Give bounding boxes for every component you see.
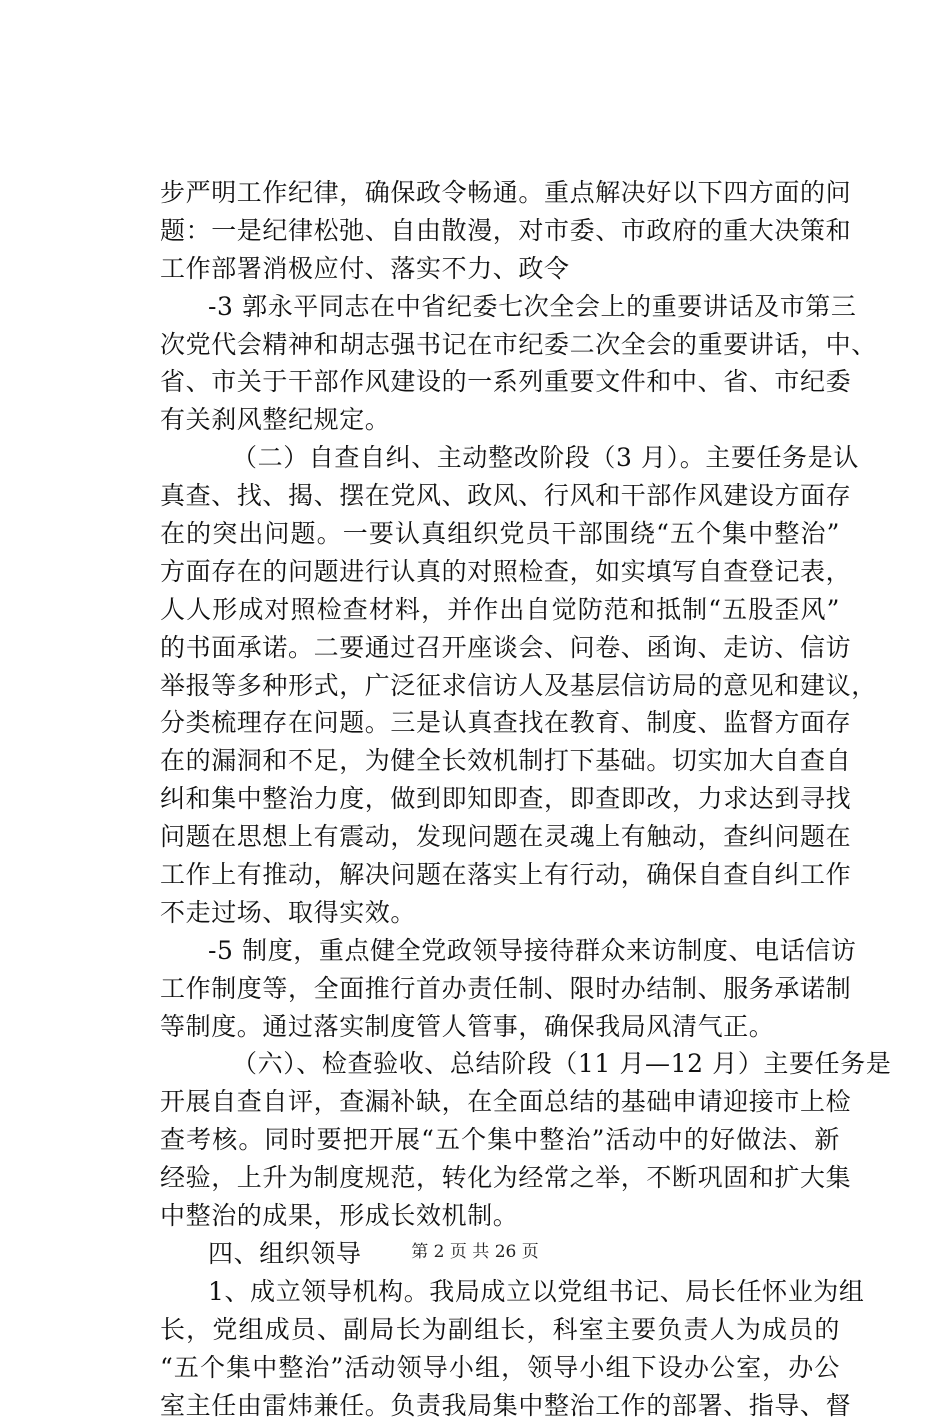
text-line: 工作制度等，全面推行首办责任制、限时办结制、服务承诺制 <box>160 970 840 1008</box>
text-line: 举报等多种形式，广泛征求信访人及基层信访局的意见和建议， <box>160 667 840 705</box>
text-line: 次党代会精神和胡志强书记在市纪委二次全会的重要讲话，中、 <box>160 326 840 364</box>
text-line: （二）自查自纠、主动整改阶段（3 月）。主要任务是认 <box>160 439 840 477</box>
text-line: 工作上有推动，解决问题在落实上有行动，确保自查自纠工作 <box>160 856 840 894</box>
text-line: 方面存在的问题进行认真的对照检查，如实填写自查登记表， <box>160 553 840 591</box>
text-line: 问题在思想上有震动，发现问题在灵魂上有触动，查纠问题在 <box>160 818 840 856</box>
text-line: -5 制度，重点健全党政领导接待群众来访制度、电话信访 <box>160 932 840 970</box>
document-body <box>160 174 840 1424</box>
page-footer: 第 2 页 共 26 页 <box>0 1240 950 1264</box>
text-line: 中整治的成果，形成长效机制。 <box>160 1197 840 1235</box>
text-line: 题：一是纪律松弛、自由散漫，对市委、市政府的重大决策和 <box>160 212 840 250</box>
text-line: 1、成立领导机构。我局成立以党组书记、局长任怀业为组 <box>160 1273 840 1311</box>
text-line: 室主任由雷炜兼任。负责我局集中整治工作的部署、指导、督 <box>160 1387 840 1424</box>
text-line: 真查、找、揭、摆在党风、政风、行风和干部作风建设方面存 <box>160 477 840 515</box>
text-line: 步严明工作纪律，确保政令畅通。重点解决好以下四方面的问 <box>160 174 840 212</box>
text-line: 人人形成对照检查材料，并作出自觉防范和抵制“五股歪风” <box>160 591 840 629</box>
text-line: -3 郭永平同志在中省纪委七次全会上的重要讲话及市第三 <box>160 288 840 326</box>
text-line: （六）、检查验收、总结阶段（11 月—12 月）主要任务是 <box>160 1045 840 1083</box>
text-line: 不走过场、取得实效。 <box>160 894 840 932</box>
text-line: 省、市关于干部作风建设的一系列重要文件和中、省、市纪委 <box>160 363 840 401</box>
text-line: 在的漏洞和不足，为健全长效机制打下基础。切实加大自查自 <box>160 742 840 780</box>
text-line: 分类梳理存在问题。三是认真查找在教育、制度、监督方面存 <box>160 704 840 742</box>
text-line: 等制度。通过落实制度管人管事，确保我局风清气正。 <box>160 1008 840 1046</box>
text-line: 有关刹风整纪规定。 <box>160 401 840 439</box>
text-line: “五个集中整治”活动领导小组，领导小组下设办公室，办公 <box>160 1349 840 1387</box>
text-line: 在的突出问题。一要认真组织党员干部围绕“五个集中整治” <box>160 515 840 553</box>
text-line: 纠和集中整治力度，做到即知即查，即查即改，力求达到寻找 <box>160 780 840 818</box>
text-line: 四、组织领导 <box>160 1235 840 1273</box>
text-line: 长，党组成员、副局长为副组长，科室主要负责人为成员的 <box>160 1311 840 1349</box>
text-line: 的书面承诺。二要通过召开座谈会、问卷、函询、走访、信访 <box>160 629 840 667</box>
text-line: 工作部署消极应付、落实不力、政令 <box>160 250 840 288</box>
text-line: 开展自查自评，查漏补缺，在全面总结的基础申请迎接市上检 <box>160 1083 840 1121</box>
text-line: 查考核。同时要把开展“五个集中整治”活动中的好做法、新 <box>160 1121 840 1159</box>
text-line: 经验，上升为制度规范，转化为经常之举，不断巩固和扩大集 <box>160 1159 840 1197</box>
